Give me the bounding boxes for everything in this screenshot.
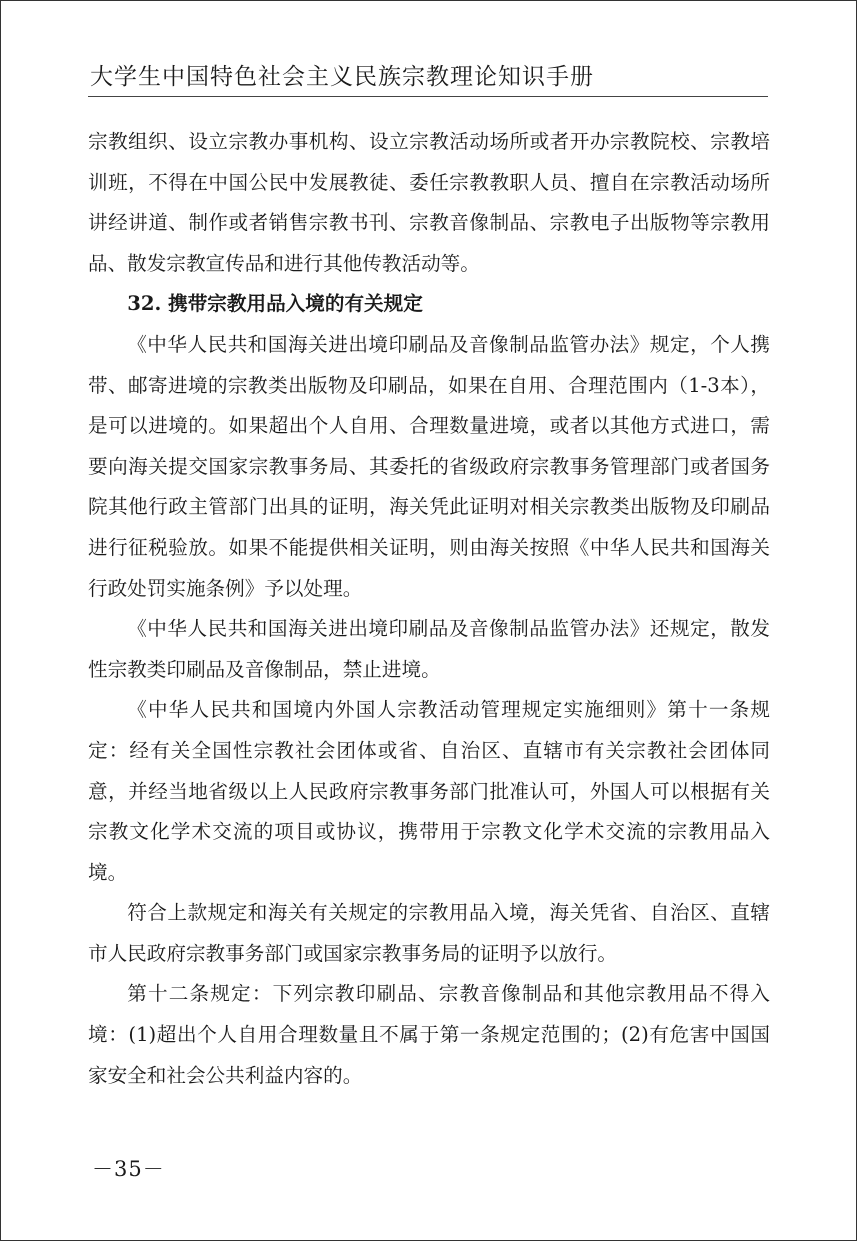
page-number: －35－ (92, 1157, 165, 1181)
running-header: 大学生中国特色社会主义民族宗教理论知识手册 (90, 64, 594, 90)
body-text (88, 122, 770, 1096)
paragraph-prohibited-entry: 《中华人民共和国海关进出境印刷品及音像制品监管办法》还规定，散发性宗教类印刷品及音像制品，禁止进境。 (88, 617, 770, 681)
paragraph-article-twelve: 第十二条规定：下列宗教印刷品、宗教音像制品和其他宗教用品不得入境：(1)超出个人自用合理数量且不属于第一条规定范围的；(2)有危害中国国家安全和社会公共利益内容的。 (88, 982, 770, 1087)
section-heading: 32. 携带宗教用品入境的有关规定 (127, 292, 423, 316)
header-rule (88, 96, 768, 97)
paragraph-article-eleven: 《中华人民共和国境内外国人宗教活动管理规定实施细则》第十一条规定：经有关全国性宗教社会团体或省、自治区、直辖市有关宗教社会团体同意，并经当地省级以上人民政府宗教事务部门批准认可，外国人可以根据有关宗教文化学术交流的项目或协议，携带用于宗教文化学术交流的宗教用品入境。 (88, 698, 770, 884)
paragraph-release: 符合上款规定和海关有关规定的宗教用品入境，海关凭省、自治区、直辖市人民政府宗教事务部门或国家宗教事务局的证明予以放行。 (88, 901, 770, 965)
paragraph-customs-measures: 《中华人民共和国海关进出境印刷品及音像制品监管办法》规定，个人携带、邮寄进境的宗教类出版物及印刷品，如果在自用、合理范围内（1-3本），是可以进境的。如果超出个人自用、合理数量进境，或者以其他方式进口，需要向海关提交国家宗教事务局、其委托的省级政府宗教事务管理部门或者国务院其他行政主管部门出具的证明，海关凭此证明对相关宗教类出版物及印刷品进行征税验放。如果不能提供相关证明，则由海关按照《中华人民共和国海关行政处罚实施条例》予以处理。 (88, 332, 770, 600)
paragraph-continuation: 宗教组织、设立宗教办事机构、设立宗教活动场所或者开办宗教院校、宗教培训班，不得在中国公民中发展教徒、委任宗教教职人员、擅自在宗教活动场所讲经讲道、制作或者销售宗教书刊、宗教音像制品、宗教电子出版物等宗教用品、散发宗教宣传品和进行其他传教活动等。 (88, 130, 770, 275)
